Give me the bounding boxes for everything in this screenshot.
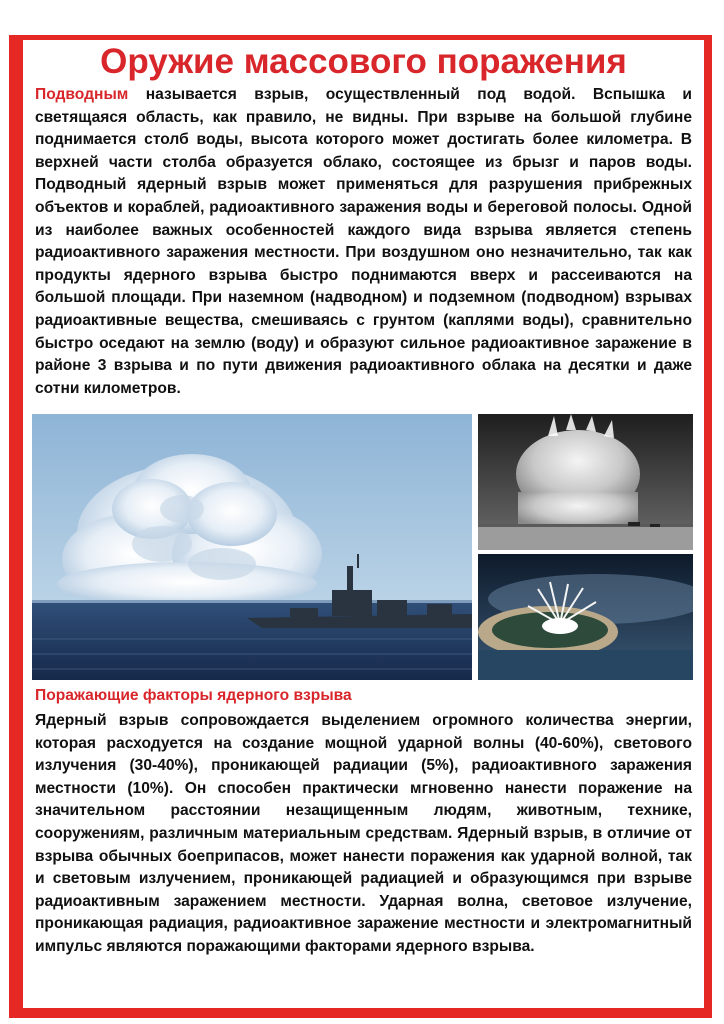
atoll-explosion-photo	[478, 554, 693, 680]
lead-term: Подводным	[35, 86, 129, 103]
damage-factors-paragraph: Ядерный взрыв сопровождается выделением огромного количества энергии, которая расходуется на создание мощной ударной волны (40-60%), светового излучения (30-40%), проникающей радиации (5%), радиоактивного заражения местности (10%). Он способен практически мгновенно нанести поражение на значительном расстоянии незащищенным людям, животным, технике, сооружениям, различным материальным средствам. Ядерный взрыв, в отличие от взрыва обычных боеприпасов, может нанести поражения как ударной волной, так и световым излучением, проникающей радиацией и образующимся при взрыве радиоактивным заражением местности. Ударная волна, световое излучение, проникающая радиация, радиоактивное заражение местности и электромагнитный импульс являются поражающими факторами ядерного взрыва.	[35, 712, 692, 955]
intro-text: называется взрыв, осуществленный под водой. Вспышка и светящаяся область, как правило, не видны. При взрыве на большой глубине поднимается столб воды, высота которого может достигать более километра. В верхней части столба образуется облако, состоящее из брызг и паров воды. Подводный ядерный взрыв может применяться для разрушения прибрежных объектов и кораблей, радиоактивного заражения воды и береговой полосы. Одной из наиболее важных особенностей каждого вида взрыва является степень радиоактивного заражения местности. При воздушном оно незначительно, так как продукты ядерного взрыва быстро поднимаются вверх и рассеиваются на большой площади. При наземном (надводном) и подземном (подводном) взрывах радиоактивные вещества, смешиваясь с грунтом (каплями воды), сравнительно быстро оседают на землю (воду) и образуют сильное радиоактивное заражение в районе 3 взрыва и по пути движения радиоактивного облака на десятки и даже сотни километров.	[35, 86, 692, 397]
page-title: Оружие массового поражения	[100, 42, 627, 81]
top-margin	[0, 0, 724, 35]
underwater-explosion-photo	[32, 414, 472, 680]
section-heading: Поражающие факторы ядерного взрыва	[35, 687, 352, 704]
frame-top-edge	[9, 35, 712, 37]
dome-explosion-photo	[478, 414, 693, 550]
intro-paragraph	[35, 84, 692, 400]
